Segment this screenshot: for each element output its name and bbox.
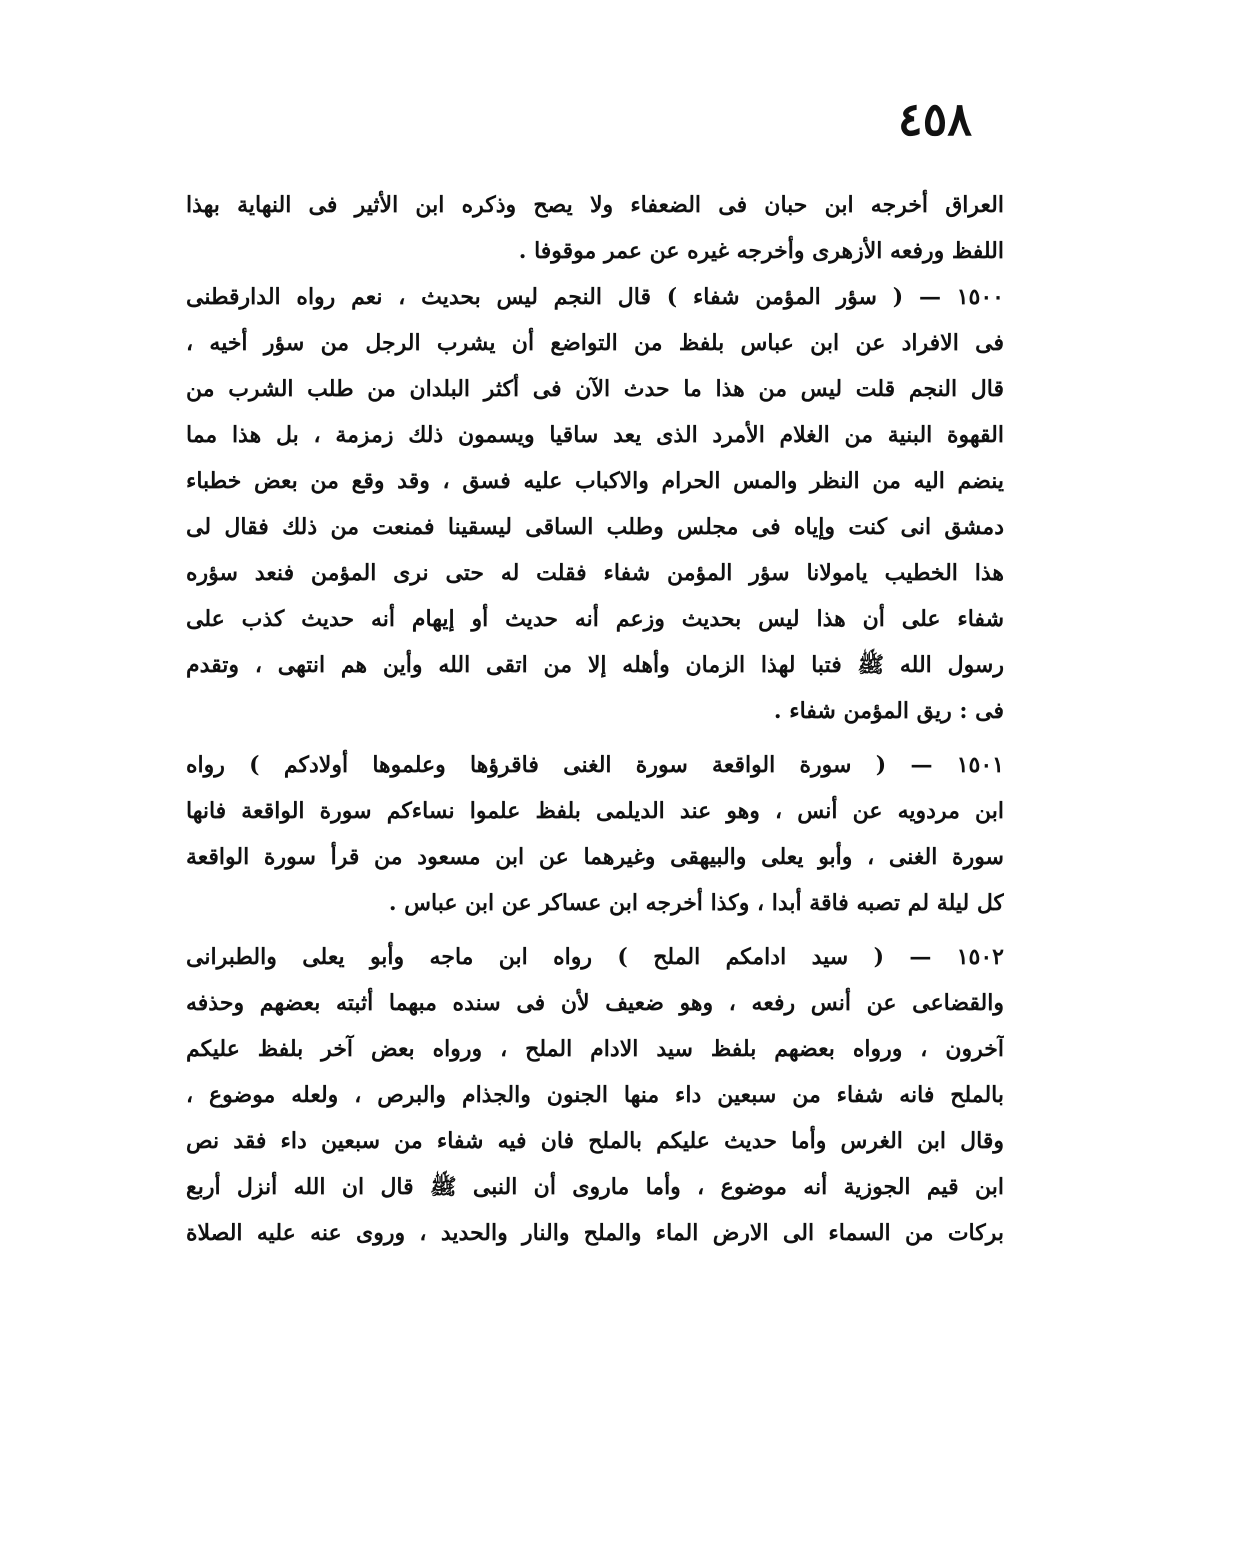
paragraph-continuation (186, 182, 1004, 274)
text-line: ابن مردويه عن أنس ، وهو عند الديلمى بلفظ علموا نساءكم سورة الواقعة فانها (186, 798, 1004, 824)
text-line: آخرون ، ورواه بعضهم بلفظ سيد الادام الملح ، ورواه بعض آخر بلفظ عليكم (186, 1036, 1004, 1062)
paragraph-1500 (186, 274, 1004, 734)
text-line: شفاء على أن هذا ليس بحديث وزعم أنه حديث أو إيهام أنه حديث كذب على (186, 606, 1004, 632)
page-number: ٤٥٨ (897, 92, 972, 146)
text-line: قال النجم قلت ليس من هذا ما حدث الآن فى أكثر البلدان من طلب الشرب من (186, 376, 1004, 402)
text-line: والقضاعى عن أنس رفعه ، وهو ضعيف لأن فى سنده مبهما أثبته بعضهم وحذفه (186, 990, 1004, 1016)
paragraph-spacer (186, 926, 1004, 934)
paragraph-1501 (186, 742, 1004, 926)
text-body (186, 182, 1004, 1256)
text-line: دمشق انى كنت وإياه فى مجلس وطلب الساقى ليسقينا فمنعت من ذلك فقال لى (186, 514, 1004, 540)
text-line: رسول الله ﷺ فتبا لهذا الزمان وأهله إلا من اتقى الله وأين هم انتهى ، وتقدم (186, 652, 1004, 678)
text-line: هذا الخطيب يامولانا سؤر المؤمن شفاء فقلت له حتى نرى المؤمن فنعد سؤره (186, 560, 1004, 586)
text-line: سورة الغنى ، وأبو يعلى والبيهقى وغيرهما عن ابن مسعود من قرأ سورة الواقعة (186, 844, 1004, 870)
paragraph-1502 (186, 934, 1004, 1256)
text-line: بركات من السماء الى الارض الماء والملح والنار والحديد ، وروى عنه عليه الصلاة (186, 1220, 1004, 1246)
text-line: فى : ريق المؤمن شفاء . (773, 698, 1004, 724)
text-line: ١٥٠١ — ( سورة الواقعة سورة الغنى فاقرؤها وعلموها أولادكم ) رواه (186, 752, 1004, 778)
text-line: وقال ابن الغرس وأما حديث عليكم بالملح فان فيه شفاء من سبعين داء فقد نص (186, 1128, 1004, 1154)
paragraph-spacer (186, 734, 1004, 742)
text-line: ١٥٠٢ — ( سيد ادامكم الملح ) رواه ابن ماجه وأبو يعلى والطبرانى (186, 944, 1004, 970)
text-line: العراق أخرجه ابن حبان فى الضعفاء ولا يصح وذكره ابن الأثير فى النهاية بهذا (186, 192, 1004, 218)
text-line: فى الافراد عن ابن عباس بلفظ من التواضع أن يشرب الرجل من سؤر أخيه ، (186, 330, 1004, 356)
text-line: ينضم اليه من النظر والمس الحرام والاكباب عليه فسق ، وقد وقع من بعض خطباء (186, 468, 1004, 494)
text-line: ١٥٠٠ — ( سؤر المؤمن شفاء ) قال النجم ليس بحديث ، نعم رواه الدارقطنى (186, 284, 1004, 310)
text-line: اللفظ ورفعه الأزهرى وأخرجه غيره عن عمر موقوفا . (518, 238, 1004, 264)
text-line: ابن قيم الجوزية أنه موضوع ، وأما ماروى أن النبى ﷺ قال ان الله أنزل أربع (186, 1174, 1004, 1200)
text-line: كل ليلة لم تصبه فاقة أبدا ، وكذا أخرجه ابن عساكر عن ابن عباس . (388, 890, 1004, 916)
text-line: بالملح فانه شفاء من سبعين داء منها الجنون والجذام والبرص ، ولعله موضوع ، (186, 1082, 1004, 1108)
text-line: القهوة البنية من الغلام الأمرد الذى يعد ساقيا ويسمون ذلك زمزمة ، بل هذا مما (186, 422, 1004, 448)
